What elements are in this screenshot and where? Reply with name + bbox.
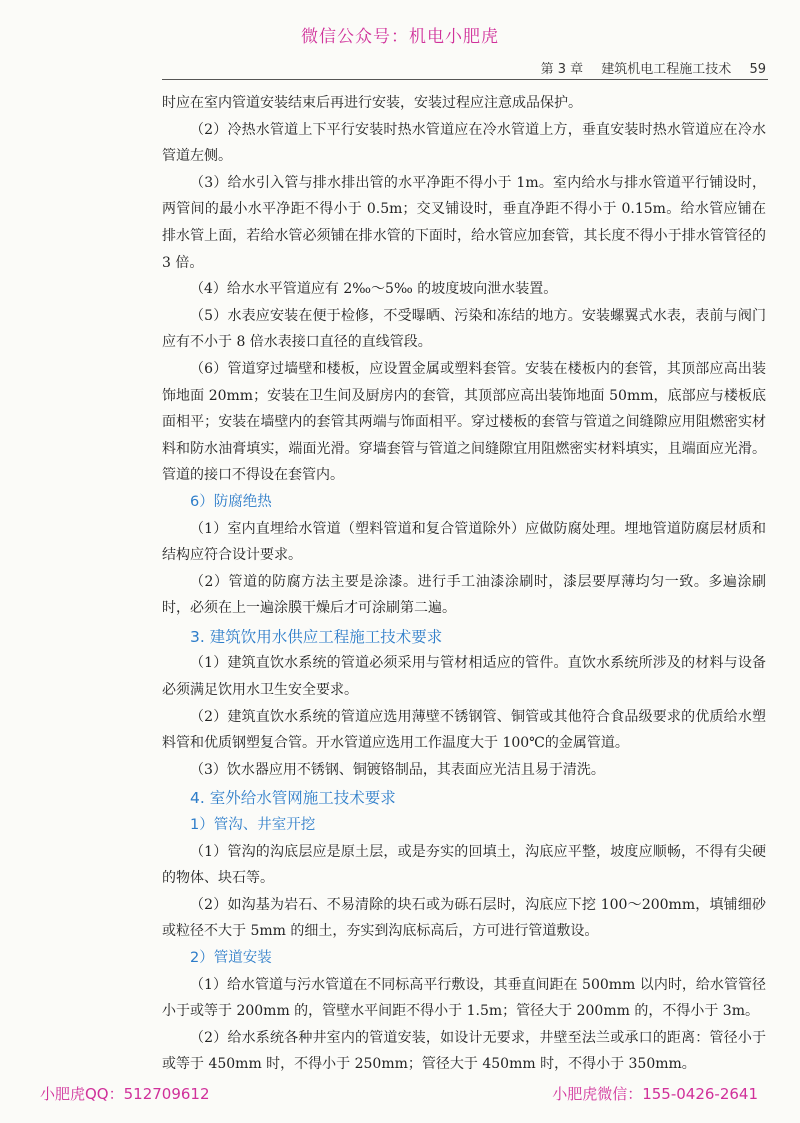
running-head bbox=[527, 58, 766, 77]
body-text bbox=[162, 90, 766, 1078]
paragraph: （1）给水管道与污水管道在不同标高平行敷设，其垂直间距在 500mm 以内时，给水管管径小于或等于 200mm 的，管壁水平间距不得小于 1.5m；管径大于 200mm 的，不得小于 3m。 bbox=[162, 976, 766, 1020]
paragraph: （2）如沟基为岩石、不易清除的块石或为砾石层时，沟底应下挖 100～200mm，填铺细砂或粒径不大于 5mm 的细土，夯实到沟底标高后，方可进行管道敷设。 bbox=[162, 896, 766, 940]
paragraph: （6）管道穿过墙壁和楼板，应设置金属或塑料套管。安装在楼板内的套管，其顶部应高出装饰地面 20mm；安装在卫生间及厨房内的套管，其顶部应高出装饰地面 50mm，底部应与楼板底面相平；安装在墙壁内的套管其两端与饰面相平。穿过楼板的套管与管道之间缝隙应用阻燃密实材料和防水油膏填实，端面光滑。穿墙套管与管道之间缝隙宜用阻燃密实材料填实，且端面应光滑。管道的接口不得设在套管内。 bbox=[162, 360, 766, 484]
paragraph: （4）给水水平管道应有 2‰～5‰ 的坡度坡向泄水装置。 bbox=[190, 281, 558, 298]
subsection-heading: 6）防腐绝热 bbox=[190, 493, 272, 510]
watermark-footer-right: 小肥虎微信：155-0426-2641 bbox=[552, 1085, 758, 1103]
paragraph: （1）管沟的沟底层应是原土层，或是夯实的回填土，沟底应平整，坡度应顺畅，不得有尖硬的物体、块石等。 bbox=[162, 843, 766, 887]
section-heading: 3. 建筑饮用水供应工程施工技术要求 bbox=[190, 627, 443, 646]
page-number: 59 bbox=[749, 62, 766, 77]
section-heading: 4. 室外给水管网施工技术要求 bbox=[190, 789, 396, 808]
watermark-footer-left: 小肥虎QQ：512709612 bbox=[40, 1085, 210, 1103]
paragraph: （2）管道的防腐方法主要是涂漆。进行手工油漆涂刷时，漆层要厚薄均匀一致。多遍涂刷时，必须在上一遍涂膜干燥后才可涂刷第二遍。 bbox=[162, 573, 766, 617]
paragraph: （2）建筑直饮水系统的管道应选用薄壁不锈钢管、铜管或其他符合食品级要求的优质给水塑料管和优质钢塑复合管。开水管道应选用工作温度大于 100℃的金属管道。 bbox=[162, 708, 766, 752]
subsection-heading: 2）管道安装 bbox=[190, 950, 272, 966]
paragraph: （5）水表应安装在便于检修，不受曝晒、污染和冻结的地方。安装螺翼式水表，表前与阀门应有不小于 8 倍水表接口直径的直线管段。 bbox=[162, 307, 766, 351]
chapter-title: 建筑机电工程施工技术 bbox=[601, 62, 732, 77]
paragraph: （1）室内直埋给水管道（塑料管道和复合管道除外）应做防腐处理。埋地管道防腐层材质和结构应符合设计要求。 bbox=[162, 520, 766, 564]
chapter-number: 第 3 章 bbox=[540, 62, 584, 77]
paragraph: 时应在室内管道安装结束后再进行安装，安装过程应注意成品保护。 bbox=[162, 95, 582, 111]
paragraph: （3）给水引入管与排水排出管的水平净距不得小于 1m。室内给水与排水管道平行铺设时，两管间的最小水平净距不得小于 0.5m；交叉铺设时，垂直净距不得小于 0.15m。给水管应铺在排水管上面，若给水管必须铺在排水管的下面时，给水管应加套管，其长度不得小于排水管管径的 3 倍。 bbox=[162, 174, 766, 271]
paragraph: （2）冷热水管道上下平行安装时热水管道应在冷水管道上方，垂直安装时热水管道应在冷水管道左侧。 bbox=[162, 121, 766, 165]
paragraph: （3）饮水器应用不锈钢、铜镀铬制品，其表面应光洁且易于清洗。 bbox=[190, 761, 605, 778]
paragraph: （2）给水系统各种井室内的管道安装，如设计无要求，井壁至法兰或承口的距离：管径小于或等于 450mm 时，不得小于 250mm；管径大于 450mm 时，不得小于 350mm。 bbox=[162, 1029, 766, 1073]
subsection-heading: 1）管沟、井室开挖 bbox=[190, 817, 316, 834]
paragraph: （1）建筑直饮水系统的管道必须采用与管材相适应的管件。直饮水系统所涉及的材料与设备必须满足饮用水卫生安全要求。 bbox=[162, 655, 766, 699]
watermark-top: 微信公众号：机电小肥虎 bbox=[301, 27, 499, 47]
header-rule bbox=[162, 79, 768, 80]
